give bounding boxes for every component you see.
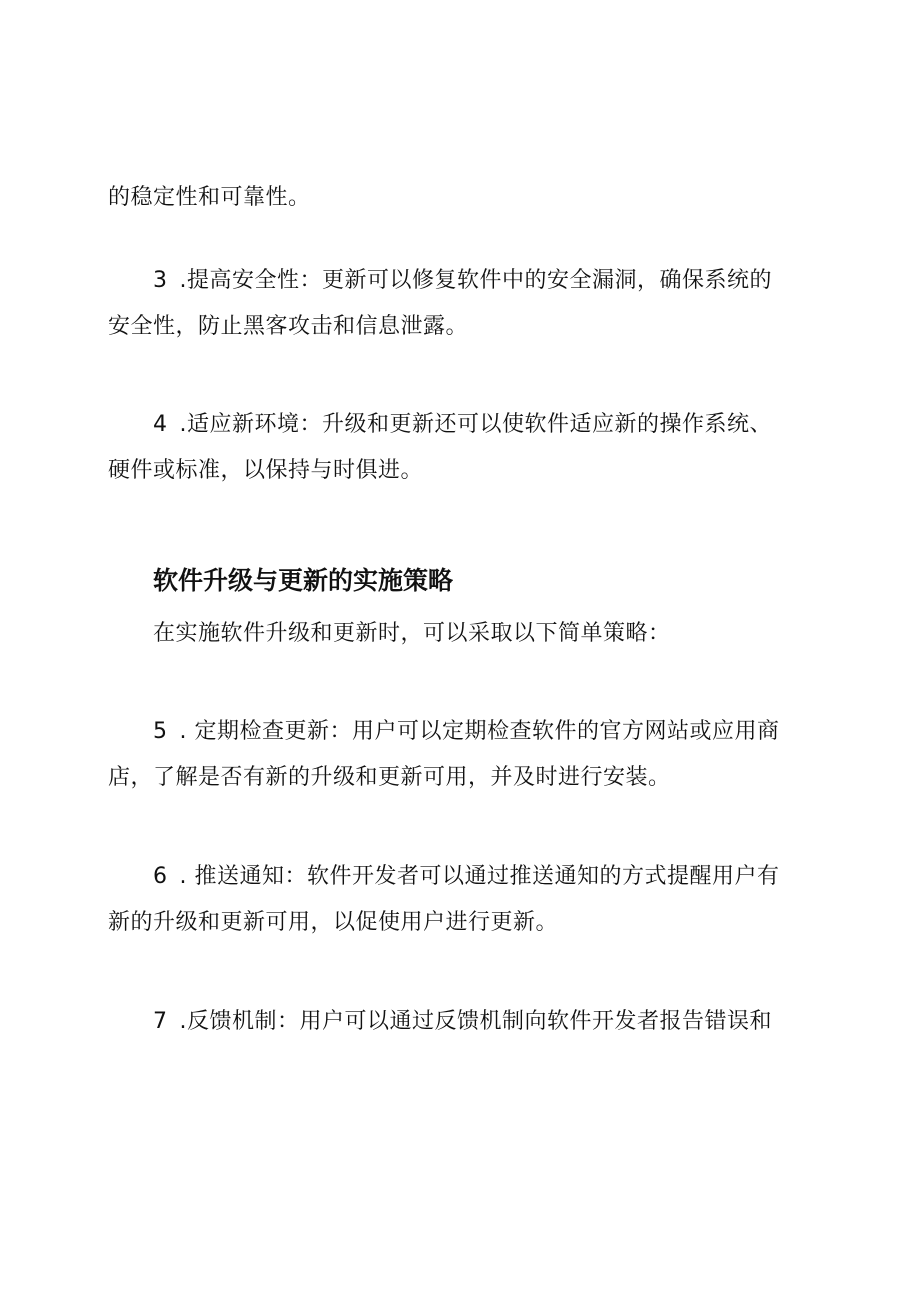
- list-item-5-line-1: [153, 717, 780, 747]
- list-item-text: . 定期检查更新：用户可以定期检查软件的官方网站或应用商: [179, 719, 780, 744]
- continuation-text: 的稳定性和可靠性。: [108, 185, 311, 210]
- list-item-text: .提高安全性：更新可以修复软件中的安全漏洞，确保系统的: [179, 268, 772, 293]
- list-item-5-line-2: 店，了解是否有新的升级和更新可用，并及时进行安装。: [108, 765, 671, 790]
- list-item-number: 4: [153, 412, 168, 437]
- list-item-3-line-1: [153, 266, 772, 296]
- list-item-text: .反馈机制：用户可以通过反馈机制向软件开发者报告错误和: [179, 1009, 772, 1034]
- list-item-7-line-1: [153, 1007, 772, 1037]
- section-intro: 在实施软件升级和更新时，可以采取以下简单策略：: [153, 621, 671, 646]
- section-heading: 软件升级与更新的实施策略: [153, 566, 454, 595]
- list-item-number: 6: [153, 864, 168, 889]
- list-item-4-line-2: 硬件或标准，以保持与时俱进。: [108, 458, 424, 483]
- list-item-6-line-2: 新的升级和更新可用，以促使用户进行更新。: [108, 910, 559, 935]
- list-item-number: 5: [153, 719, 168, 744]
- list-item-number: 3: [153, 268, 168, 293]
- list-item-number: 7: [153, 1009, 168, 1034]
- list-item-text: .适应新环境：升级和更新还可以使软件适应新的操作系统、: [179, 412, 772, 437]
- list-item-4-line-1: [153, 410, 772, 440]
- list-item-3-line-2: 安全性，防止黑客攻击和信息泄露。: [108, 314, 469, 339]
- list-item-text: . 推送通知：软件开发者可以通过推送通知的方式提醒用户有: [179, 864, 780, 889]
- list-item-6-line-1: [153, 862, 780, 892]
